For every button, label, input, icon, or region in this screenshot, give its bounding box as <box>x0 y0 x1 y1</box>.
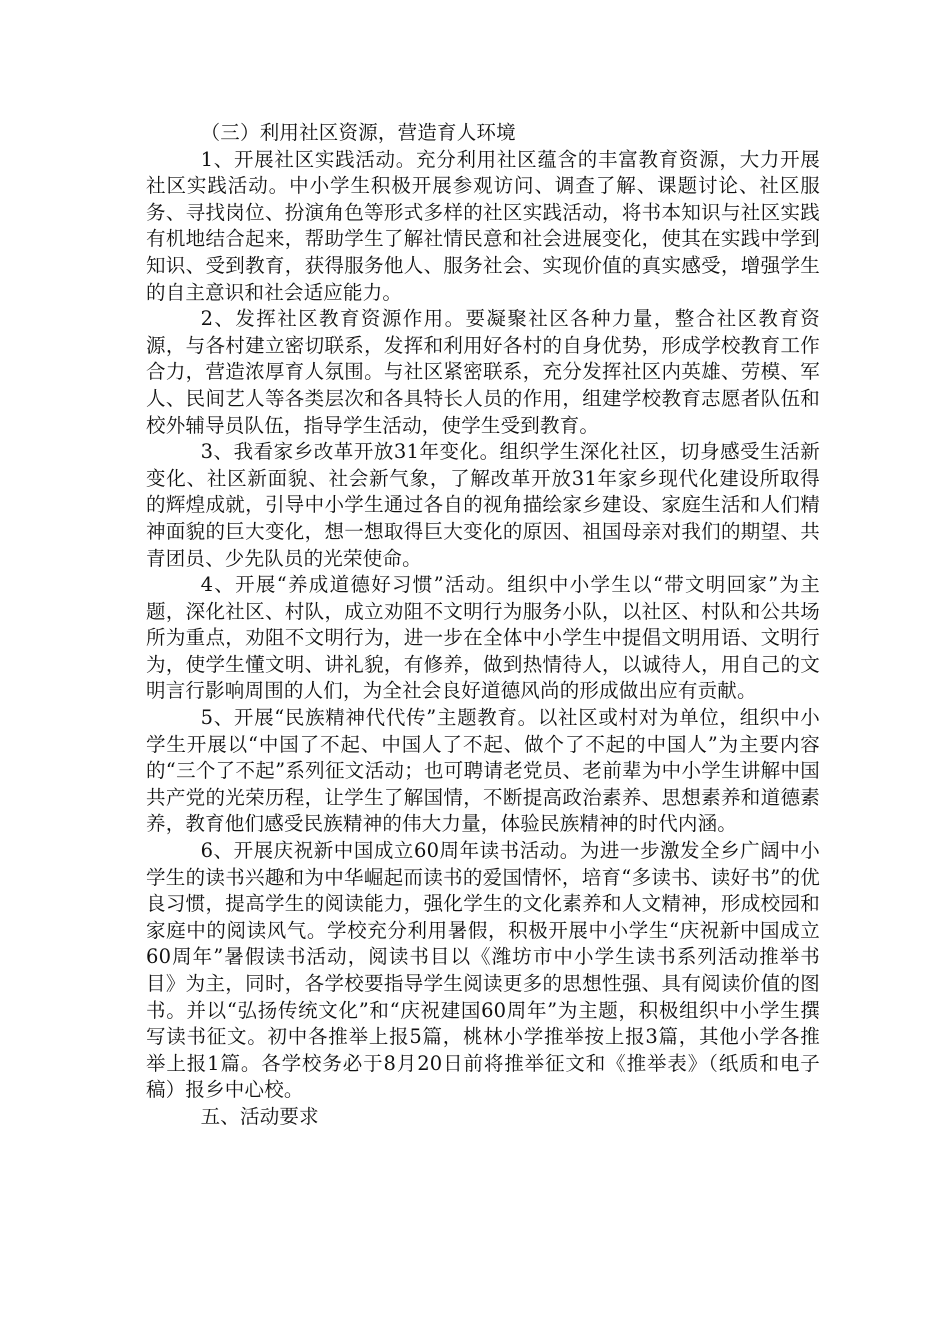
closing-heading: 五、活动要求 <box>200 1104 319 1128</box>
document-page <box>146 120 820 1131</box>
section-heading: （三）利用社区资源，营造育人环境 <box>200 121 516 144</box>
paragraph-moral-habits: 4、开展“养成道德好习惯”活动。组织中小学生以“带文明回家”为主题，深化社区、村队，成立劝阻不文明行为服务小队，以社区、村队和公共场所为重点，劝阻不文明行为，进一步在全体中小学生中提倡文明用语、文明行为，使学生懂文明、讲礼貌，有修养，做到热情待人，以诚待人，用自己的文明言行影响周围的人们，为全社会良好道德风尚的形成做出应有贡献。 <box>146 573 820 703</box>
paragraph-community-resources: 2、发挥社区教育资源作用。要凝聚社区各种力量，整合社区教育资源，与各村建立密切联系，发挥和利用好各村的自身优势，形成学校教育工作合力，营造浓厚育人氛围。与社区紧密联系，充分发挥社区内英雄、劳模、军人、民间艺人等各类层次和各具特长人员的作用，组建学校教育志愿者队伍和校外辅导员队伍，指导学生活动，使学生受到教育。 <box>146 307 820 437</box>
paragraph-reading-activity: 6、开展庆祝新中国成立60周年读书活动。为进一步激发全乡广阔中小学生的读书兴趣和为中华崛起而读书的爱国情怀，培育“多读书、读好书”的优良习惯，提高学生的阅读能力，强化学生的文化素养和人文精神，形成校园和家庭中的阅读风气。学校充分利用暑假，积极开展中小学生“庆祝新中国成立60周年”暑假读书活动，阅读书目以《潍坊市中小学生读书系列活动推举书目》为主，同时，各学校要指导学生阅读更多的思想性强、具有阅读价值的图书。并以“弘扬传统文化”和“庆祝建国60周年”为主题，积极组织中小学生撰写读书征文。初中各推举上报5篇，桃林小学推举按上报3篇，其他小学各推举上报1篇。各学校务必于8月20日前将推举征文和《推举表》（纸质和电子稿）报乡中心校。 <box>146 839 820 1102</box>
paragraph-hometown-changes: 3、我看家乡改革开放31年变化。组织学生深化社区，切身感受生活新变化、社区新面貌、社会新气象，了解改革开放31年家乡现代化建设所取得的辉煌成就，引导中小学生通过各自的视角描绘家乡建设、家庭生活和人们精神面貌的巨大变化，想一想取得巨大变化的原因、祖国母亲对我们的期望、共青团员、少先队员的光荣使命。 <box>146 440 820 570</box>
paragraph-national-spirit: 5、开展“民族精神代代传”主题教育。以社区或村对为单位，组织中小学生开展以“中国了不起、中国人了不起、做个了不起的中国人”为主要内容的“三个了不起”系列征文活动；也可聘请老党员、老前辈为中小学生讲解中国共产党的光荣历程，让学生了解国情，不断提高政治素养、思想素养和道德素养，教育他们感受民族精神的伟大力量，体验民族精神的时代内涵。 <box>146 706 820 836</box>
paragraph-community-practice: 1、开展社区实践活动。充分利用社区蕴含的丰富教育资源，大力开展社区实践活动。中小学生积极开展参观访问、调查了解、课题讨论、社区服务、寻找岗位、扮演角色等形式多样的社区实践活动，将书本知识与社区实践有机地结合起来，帮助学生了解社情民意和社会进展变化，使其在实践中学到知识、受到教育，获得服务他人、服务社会、实现价值的真实感受，增强学生的自主意识和社会适应能力。 <box>146 147 820 304</box>
